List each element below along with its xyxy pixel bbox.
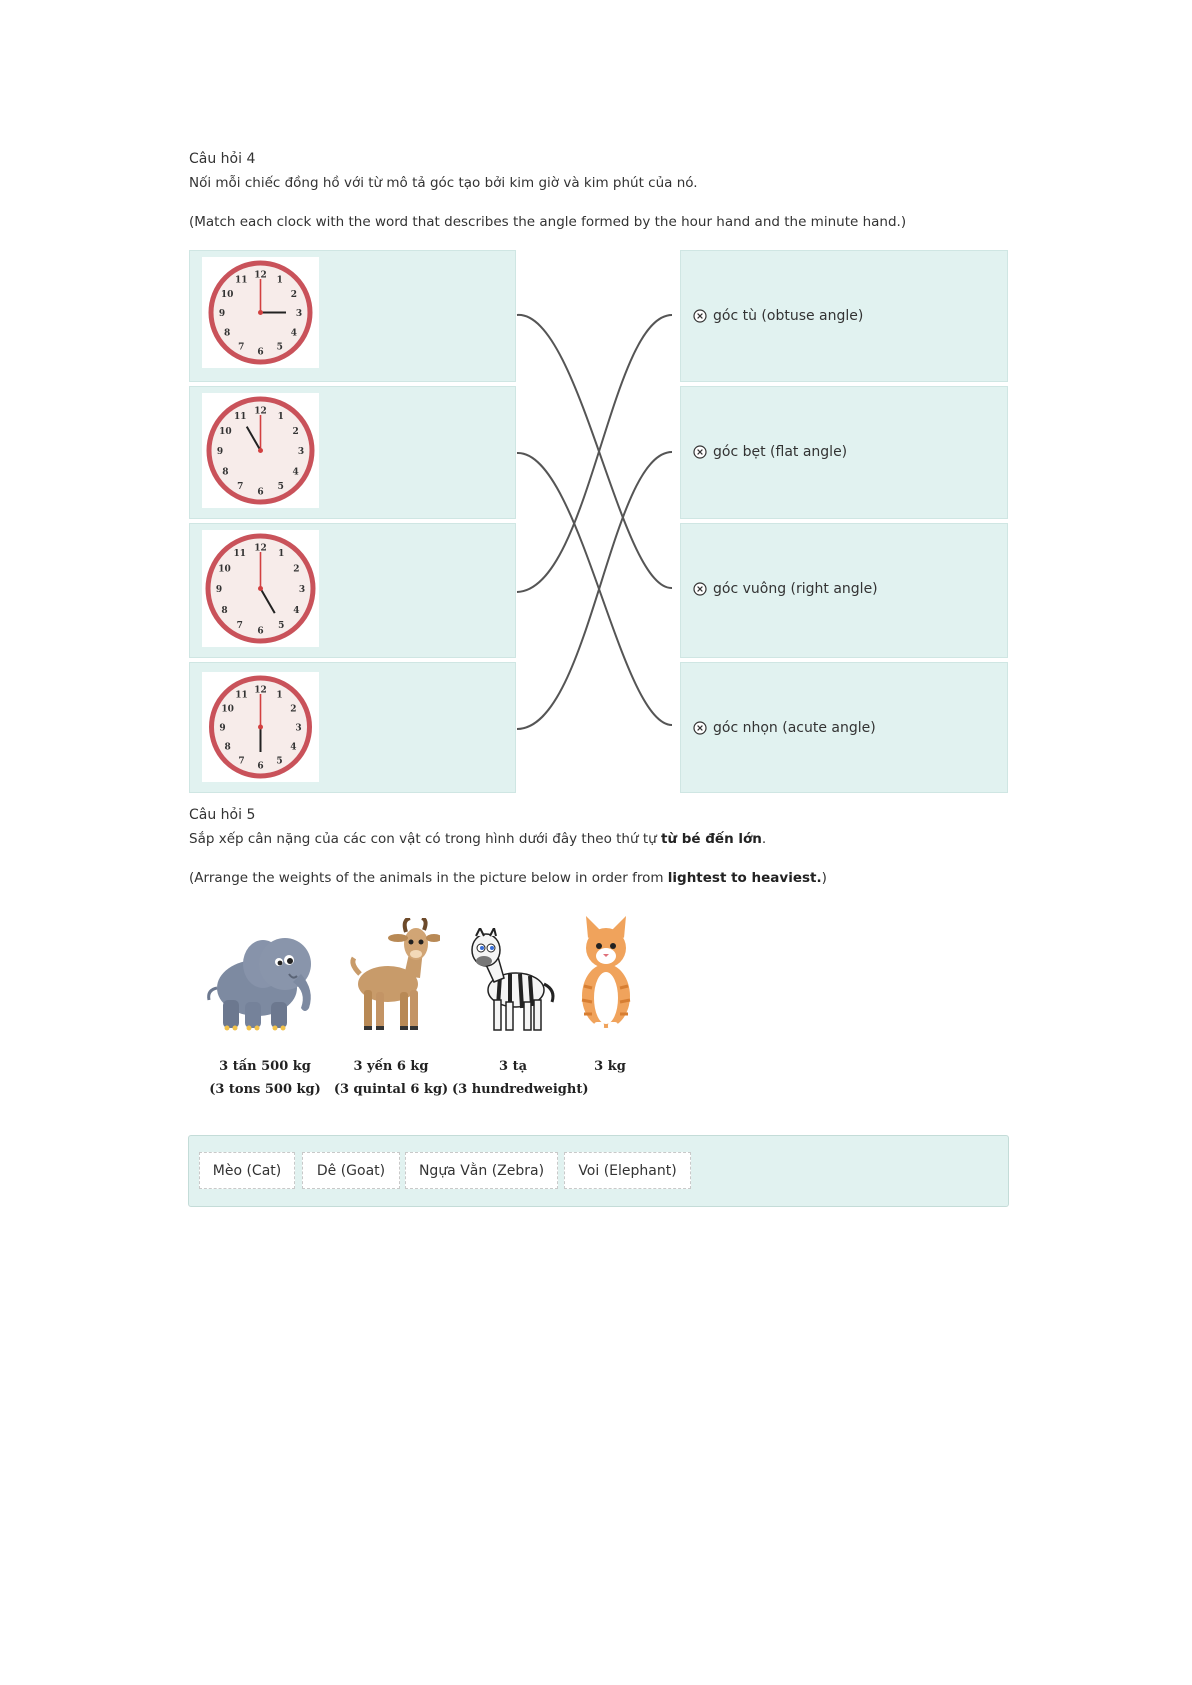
- clock-center: [258, 586, 263, 591]
- clock-number: 6: [257, 487, 264, 498]
- q4-instruction-en: (Match each clock with the word that describes the angle formed by the hour hand and the minute hand.): [189, 214, 907, 230]
- weight-elephant-en: (3 tons 500 kg): [209, 1082, 321, 1097]
- remove-circle-icon[interactable]: [693, 309, 707, 323]
- q5-title: Câu hỏi 5: [189, 807, 256, 823]
- answer-box-right[interactable]: [680, 523, 1008, 658]
- clock-number: 1: [278, 549, 285, 560]
- clock-center: [258, 310, 263, 315]
- clock-box-4[interactable]: [189, 662, 516, 793]
- clock-number: 12: [254, 685, 267, 696]
- clock-number: 10: [220, 289, 234, 300]
- clock-number: 3: [295, 723, 302, 734]
- answer-label: góc tù (obtuse angle): [713, 308, 864, 324]
- answer-label: góc nhọn (acute angle): [713, 720, 876, 736]
- chip-zebra[interactable]: Ngựa Vằn (Zebra): [405, 1152, 558, 1189]
- clock-number: 11: [233, 549, 247, 560]
- weight-goat-en: (3 quintal 6 kg): [333, 1082, 449, 1097]
- clock-number: 6: [257, 761, 264, 772]
- clock-number: 8: [224, 742, 231, 753]
- cat-icon: [568, 916, 644, 1034]
- clock-number: 12: [254, 270, 267, 281]
- clock-5-oclock: [202, 530, 319, 647]
- clock-number: 2: [290, 289, 297, 300]
- clock-number: 4: [293, 605, 300, 616]
- zebra-icon: [460, 928, 560, 1036]
- clock-number: 1: [277, 411, 284, 422]
- match-line-2: [517, 453, 672, 725]
- clock-number: 7: [236, 620, 243, 631]
- chip-elephant[interactable]: Voi (Elephant): [564, 1152, 691, 1189]
- q5-instruction-en: (Arrange the weights of the animals in the picture below in order from lightest to heaviest.): [189, 870, 827, 886]
- q4-title: Câu hỏi 4: [189, 151, 256, 167]
- q5-instruction-vi: Sắp xếp cân nặng của các con vật có trong hình dưới đây theo thứ tự từ bé đến lớn.: [189, 831, 767, 847]
- clock-number: 3: [297, 447, 305, 457]
- clock-number: 7: [238, 756, 245, 767]
- goat-icon: [340, 918, 440, 1038]
- chip-cat[interactable]: Mèo (Cat): [199, 1152, 295, 1189]
- clock-number: 9: [216, 447, 224, 457]
- clock-number: 1: [276, 275, 283, 286]
- clock-number: 12: [254, 543, 267, 554]
- remove-circle-icon[interactable]: [693, 582, 707, 596]
- weight-elephant: 3 tấn 500 kg: [219, 1059, 311, 1074]
- clock-number: 3: [295, 309, 303, 319]
- answer-label: góc vuông (right angle): [713, 581, 878, 597]
- remove-circle-icon[interactable]: [693, 721, 707, 735]
- clock-number: 7: [237, 482, 244, 493]
- answer-box-acute[interactable]: [680, 662, 1008, 793]
- clock-center: [258, 725, 263, 730]
- clock-number: 12: [254, 406, 267, 417]
- clock-number: 9: [218, 309, 226, 319]
- elephant-icon: [205, 930, 321, 1034]
- clock-number: 1: [276, 690, 283, 701]
- clock-11-oclock: [202, 393, 319, 508]
- clock-number: 4: [292, 467, 299, 478]
- clock-3-oclock: [202, 257, 319, 368]
- clock-number: 9: [215, 585, 223, 595]
- clock-box-2[interactable]: [189, 386, 516, 519]
- weight-cat: 3 kg: [594, 1059, 626, 1074]
- clock-box-1[interactable]: [189, 250, 516, 382]
- answer-label: góc bẹt (flat angle): [713, 444, 848, 460]
- clock-number: 2: [292, 426, 299, 437]
- chip-goat[interactable]: Dê (Goat): [302, 1152, 400, 1189]
- clock-number: 8: [222, 467, 229, 478]
- clock-number: 3: [298, 585, 306, 595]
- clock-number: 2: [290, 704, 297, 715]
- q4-instruction-vi: Nối mỗi chiếc đồng hồ với từ mô tả góc tạo bởi kim giờ và kim phút của nó.: [189, 175, 698, 191]
- clock-number: 10: [219, 426, 232, 437]
- weight-zebra: 3 tạ: [499, 1059, 527, 1074]
- weight-zebra-en: (3 hundredweight): [452, 1082, 589, 1097]
- clock-number: 4: [290, 742, 297, 753]
- answer-box-flat[interactable]: [680, 386, 1008, 519]
- clock-number: 5: [278, 620, 285, 631]
- answer-box-obtuse[interactable]: [680, 250, 1008, 382]
- match-line-3: [517, 315, 672, 592]
- remove-circle-icon[interactable]: [693, 445, 707, 459]
- clock-number: 6: [257, 626, 264, 637]
- clock-number: 6: [257, 347, 264, 358]
- weight-goat: 3 yến 6 kg: [353, 1059, 429, 1074]
- clock-number: 5: [276, 756, 283, 767]
- clock-number: 8: [224, 328, 231, 339]
- clock-center: [258, 448, 263, 453]
- clock-number: 11: [235, 690, 248, 701]
- clock-number: 8: [221, 605, 228, 616]
- clock-number: 10: [221, 704, 234, 715]
- clock-number: 9: [219, 723, 226, 734]
- answer-chip-tray[interactable]: [188, 1135, 1009, 1207]
- clock-number: 5: [277, 482, 284, 493]
- clock-number: 5: [276, 342, 283, 353]
- clock-number: 2: [293, 564, 300, 575]
- match-line-1: [517, 315, 672, 588]
- clock-number: 10: [218, 564, 231, 575]
- clock-6-oclock: [202, 672, 319, 782]
- clock-number: 11: [234, 275, 248, 286]
- clock-box-3[interactable]: [189, 523, 516, 658]
- clock-number: 7: [238, 342, 245, 353]
- match-line-4: [517, 452, 672, 729]
- clock-number: 4: [290, 328, 297, 339]
- clock-number: 11: [233, 411, 247, 422]
